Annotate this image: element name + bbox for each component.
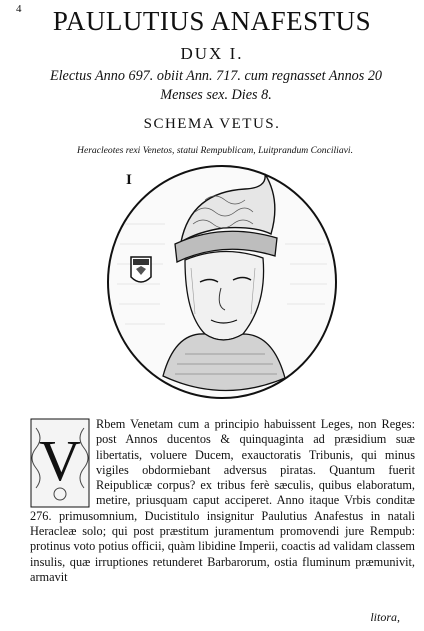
coat-of-arms-icon xyxy=(131,257,151,282)
reign-dates-line-2: Menses sex. Dies 8. xyxy=(160,87,272,103)
catchword: litora, xyxy=(370,610,400,624)
schema-heading: SCHEMA VETUS. xyxy=(143,116,281,132)
drop-cap-initial xyxy=(30,418,90,508)
portrait-number: I xyxy=(126,172,132,188)
doge-portrait xyxy=(105,164,340,401)
drop-cap-letter: V xyxy=(39,428,81,493)
page-number: 4 xyxy=(16,3,22,15)
body-paragraph: Rbem Venetam cum a principio habuissent Leges, non Reges: post Annos ducentos & quinquaginta ad præsidium suæ libertatis, voluere Ducem, exauctoratis Tribunis, qui minus vigiles obdormiebant adversus piratas. Quantum fuerit Reipublicæ corpus? ex tribus ferè sæculis, quibus elaboratum, metire, priusquam caput acciperet. Anno itaque Vrbis conditæ 276. primusomnium, Ducistitulo insignitur Paulutius Anafestus in natali Heracleæ solo; qui post præstitum juramentum promovendi jure Rempub: protinus voto potius officii, quàm libidine Imperii, coactis ad validam classem insulis, quæ irruptiones retunderet Barbarorum, ostia fluminum præmunivit, armavit xyxy=(30,417,415,584)
reign-dates-line-1: Electus Anno 697. obiit Ann. 717. cum regnasset Annos 20 xyxy=(49,68,383,84)
body-text-block xyxy=(30,417,415,585)
page-title: PAULUTIUS ANAFESTUS xyxy=(52,6,372,36)
portrait-caption: Heracleotes rexi Venetos, statui Rempublicam, Luitprandum Conciliavi. xyxy=(77,145,353,156)
page-subtitle: DUX I. xyxy=(180,44,244,63)
